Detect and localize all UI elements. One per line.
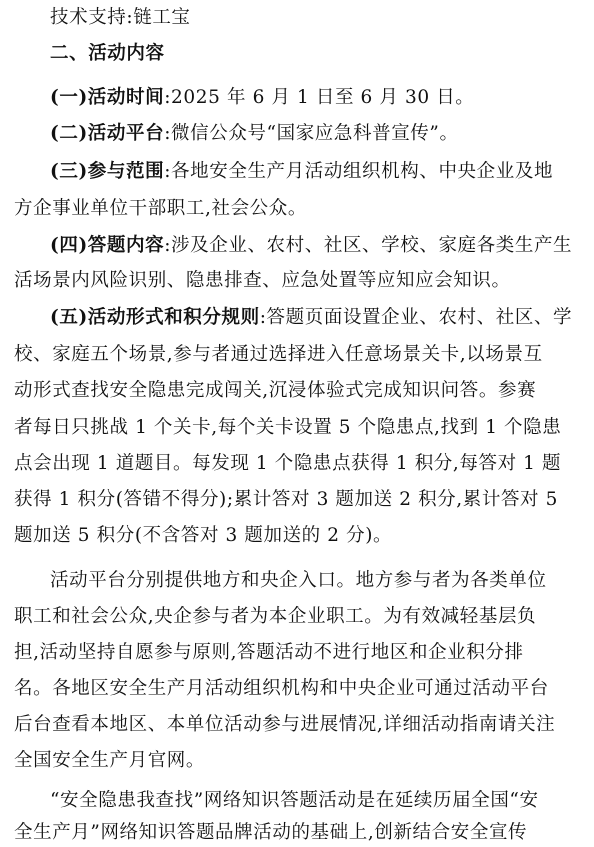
item5-line7: 题加送 5 积分(不含答对 3 题加送的 2 分)。	[14, 525, 393, 546]
item4-label: (四)答题内容	[50, 235, 165, 256]
item1-label: (一)活动时间	[50, 87, 165, 108]
section-heading: 二、活动内容	[50, 43, 165, 64]
para1-line6: 全国安全生产月官网。	[14, 750, 206, 771]
para1-line3: 担,活动坚持自愿参与原则,答题活动不进行地区和企业积分排	[14, 642, 524, 663]
item2-line	[50, 121, 594, 147]
item3-text: :各地安全生产月活动组织机构、中央企业及地	[164, 161, 554, 182]
item4-line2: 活场景内风险识别、隐患排查、应急处置等应知应会知识。	[14, 270, 511, 291]
item1-text: :2025 年 6 月 1 日至 6 月 30 日。	[164, 87, 475, 108]
item3-line1	[50, 159, 594, 185]
item4-text: :涉及企业、农村、社区、学校、家庭各类生产生	[164, 235, 573, 256]
item2-label: (二)活动平台	[50, 123, 165, 144]
para1-line2: 职工和社会公众,央企参与者为本企业职工。为有效减轻基层负	[14, 606, 537, 627]
para2-line2: 全生产月”网络知识答题品牌活动的基础上,创新结合安全宣传	[14, 822, 528, 843]
tech-support-line: 技术支持:链工宝	[50, 7, 191, 28]
item4-line1	[50, 233, 594, 259]
para1-line4: 名。各地区安全生产月活动组织机构和中央企业可通过活动平台	[14, 678, 549, 699]
item3-label: (三)参与范围	[50, 161, 165, 182]
para2-line1: “安全隐患我查找”网络知识答题活动是在延续历届全国“安	[50, 790, 539, 811]
item5-line5: 点会出现 1 道题目。每发现 1 个隐患点获得 1 积分,每答对 1 题	[14, 453, 562, 474]
para1-line5: 后台查看本地区、本单位活动参与进展情况,详细活动指南请关注	[14, 714, 556, 735]
item5-line6: 获得 1 积分(答错不得分);累计答对 3 题加送 2 积分,累计答对 5	[14, 489, 558, 510]
item5-label: (五)活动形式和积分规则	[50, 307, 260, 328]
item5-line4: 者每日只挑战 1 个关卡,每个关卡设置 5 个隐患点,找到 1 个隐患	[14, 417, 562, 438]
item5-line3: 动形式查找安全隐患完成闯关,沉浸体验式完成知识问答。参赛	[14, 380, 537, 401]
item5-line1	[50, 305, 594, 331]
item1-line	[50, 85, 594, 111]
item5-line2: 校、家庭五个场景,参与者通过选择进入任意场景关卡,以场景互	[14, 344, 543, 365]
item3-line2: 方企事业单位干部职工,社会公众。	[14, 198, 307, 219]
para1-line1: 活动平台分别提供地方和央企入口。地方参与者为各类单位	[50, 570, 547, 591]
item2-text: :微信公众号“国家应急科普宣传”。	[164, 123, 459, 144]
item5-text: :答题页面设置企业、农村、社区、学	[259, 307, 573, 328]
